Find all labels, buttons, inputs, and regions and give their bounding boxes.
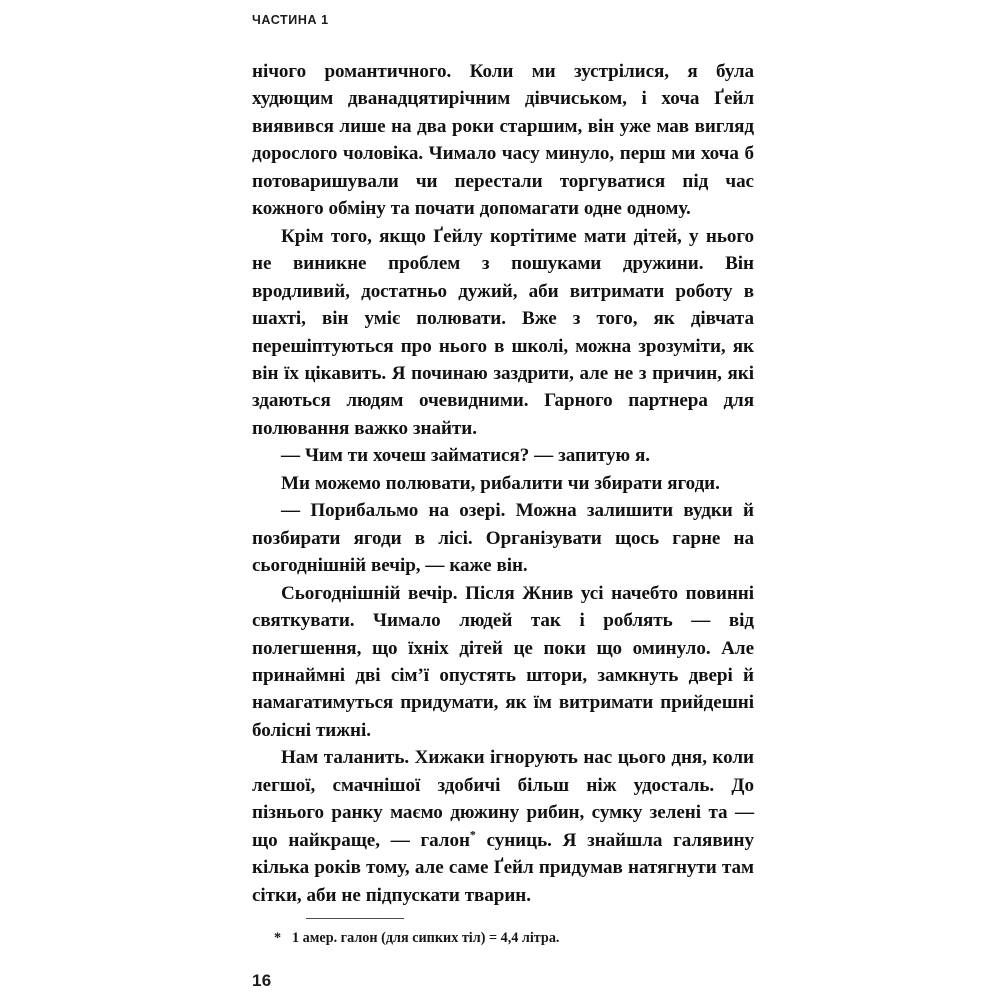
paragraph-5-dialogue: — Порибальмо на озері. Можна залишити вудки й позбирати ягоди в лісі. Організувати щось гарне на сьогоднішній вечір, — каже він. [252, 500, 754, 577]
paragraph-7-text-before-footnote: Нам таланить. Хижаки ігнорують нас цього дня, коли легшої, смачнішої здобичі більш ніж удосталь. До пізнього ранку маємо дюжину рибин, сумку зелені та — що найкраще, — галон [252, 747, 754, 851]
page-number: 16 [252, 971, 272, 990]
paragraph-4: Ми можемо полювати, рибалити чи збирати ягоди. [281, 472, 720, 494]
paragraph-1: нічого романтичного. Коли ми зустрілися, я була худющим дванадцятирічним дівчиськом, і хоча Ґейл виявився лише на два роки старшим, він уже мав вигляд дорослого чоловіка. Чимало часу минуло, перш ми хоча б потоваришували чи перестали торгуватися під час кожного обміну та почати допомагати одне одному. [252, 61, 754, 220]
footnote-marker: * [274, 930, 282, 946]
footnote-separator-rule [306, 918, 404, 919]
paragraph-7-text-after-footnote: суниць. Я знайшла галявину кілька років тому, але саме Ґейл придумав натягнути там сітки, аби не підпускати тварин. [252, 829, 754, 906]
paragraph-3-dialogue: — Чим ти хочеш займатися? — запитую я. [281, 445, 650, 467]
body-text-block [252, 58, 754, 909]
footnote-entry [252, 929, 754, 947]
paragraph-7 [252, 744, 754, 909]
running-head: ЧАСТИНА 1 [252, 13, 329, 27]
paragraph-2: Крім того, якщо Ґейлу кортітиме мати дітей, у нього не виникне проблем з пошуками дружини. Він вродливий, достатньо дужий, аби витримати роботу в шахті, він уміє полювати. Вже з того, як дівчата перешіптуються про нього в школі, можна зрозуміти, як він їх цікавить. Я починаю заздрити, але не з причин, які здаються людям очевидними. Гарного партнера для полювання важко знайти. [252, 225, 754, 439]
paragraph-6: Сьогоднішній вечір. Після Жнив усі начебто повинні святкувати. Чимало людей так і роблять — від полегшення, що їхніх дітей це поки що оминуло. Але принаймні дві сім’ї опустять штори, замкнуть двері й намагатимуться придумати, як їм витримати прийдешні болісні тижні. [252, 582, 754, 741]
footnote-reference-marker[interactable]: * [469, 827, 476, 842]
footnote-text: 1 амер. галон (для сипких тіл) = 4,4 літра. [292, 930, 560, 946]
footnote-area [252, 918, 754, 947]
